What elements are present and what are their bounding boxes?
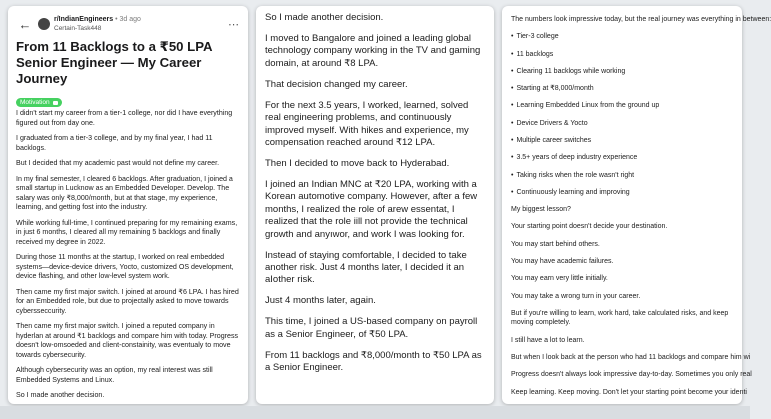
post-author[interactable]: Certain-Task448 [54,25,102,32]
post-header [16,13,240,35]
journey-intro: The numbers look impressive today, but the real journey was everything in between: [511,16,771,23]
post-body-part-2 [265,12,486,375]
list-item: • Tier-3 college [511,32,734,42]
more-options-icon[interactable]: ⋯ [228,18,240,31]
body-paragraph: That decision changed my career. [265,78,408,90]
body-paragraph: I didn't start my career from a tier-1 college, nor did I have everything figured out from day one. [16,109,233,127]
list-item: • Learning Embedded Linux from the ground up [511,101,734,111]
body-paragraph: I graduated from a tier-3 college, and by my final year, I had 11 backlogs. [16,134,213,152]
list-item: • 11 backlogs [511,50,734,60]
body-paragraph: Just 4 months later, again. [265,295,376,307]
body-paragraph: In my final semester, I cleared 6 backlogs. After graduation, I joined a small startup in Lucknow as an Embedded Developer. Develop. The salary was only ₹8,000/month, but at that stage, my experience, learning, and getting fost into the industry. [16,174,233,211]
body-paragraph: During those 11 months at the startup, I worked on real embedded systems—device-device drivers, Yocto, customized OS development, device flashing, and other low-level system work. [16,253,234,280]
body-paragraph: But I decided that my academic past would not define my career. [16,159,220,167]
post-body-part-1 [16,109,240,401]
list-item: • Continuously learning and improving [511,188,734,198]
closing-line: Keep learning. Keep moving. Don't let your starting point become your identi [511,388,747,396]
body-paragraph: So I made another decision. [16,391,105,399]
back-arrow-icon[interactable]: ← [18,16,32,32]
post-body-part-3 [511,15,771,397]
lesson-heading: My biggest lesson? [511,206,571,214]
body-paragraph: Then came my first major switch. I joined a reputed company in hyderlan at around ₹1 backlogs and compare him with today. Progress doesn't low-omsoeded and client-constainity, was eventualy to move towards cybersecurity. [16,322,239,359]
lesson-line: You may have academic failures. [511,257,614,265]
body-paragraph: So I made another decision. [265,12,384,23]
closing-line: I still have a lot to learn. [511,336,585,344]
lesson-line: Your starting point doesn't decide your destination. [511,223,668,231]
body-paragraph: For the next 3.5 years, I worked, learned, solved real engineering problems, and continuously improved myself. With hikes and experience, my compensation reached around ₹12 LPA. [265,99,469,149]
body-paragraph: Instead of staying comfortable, I decided to take another risk. Just 4 months later, I decided it an aIother risk. [265,249,467,286]
bottom-bar [0,406,750,419]
list-item: • Taking risks when the role wasn't right [511,171,734,181]
post-title: From 11 Backlogs to a ₹50 LPA Senior Engineer — My Career Journey [16,39,213,86]
lesson-line: But if you're willing to learn, work hard, take calculated risks, and keep moving completely. [511,309,729,327]
lesson-line: You may start behind others. [511,240,600,248]
body-paragraph: From 11 backlogs and ₹8,000/month to ₹50 LPA as a Senior Engineer. [265,349,482,374]
flair-emoji-icon [53,101,58,105]
body-paragraph: I joined an Indian MNC at ₹20 LPA, working with a Korean automotive company. However, after a few months, I realized the role of arew essentat, I realized that the role iill not provide the technical growth and anyıwor, and work I was looking for. [265,179,478,240]
post-age: 3d ago [119,16,141,23]
body-paragraph: Then I decided to move back to Hyderabad. [265,158,450,170]
subreddit-name[interactable]: r/IndianEngineers [54,16,114,23]
list-item: • Clearing 11 backlogs while working [511,67,734,77]
body-paragraph: While working full-time, I continued preparing for my remaining exams, in just 6 months, I cleared all my remaining 5 backlogs and finally received my degree in 2022. [16,218,238,246]
list-item: • Device Drivers & Yocto [511,119,734,129]
body-paragraph: Although cybersecurity was an option, my real interest was still Embedded Systems and Linux. [16,366,213,384]
body-paragraph: This time, I joined a US-based company on payroll as a Senior Engineer, of ₹50 LPA. [265,316,478,340]
list-item: • Starting at ₹8,000/month [511,84,734,94]
body-paragraph: I moved to Bangalore and joined a leading global technology company working in the TV and gaming domain, at around ₹8 LPA. [265,33,481,69]
journey-list [511,32,734,197]
post-panel-2 [256,6,494,404]
subreddit-avatar[interactable] [38,18,50,30]
lesson-line: You may take a wrong turn in your career. [511,292,641,300]
lesson-line: You may earn very little initially. [511,275,608,283]
closing-line: But when I look back at the person who had 11 backlogs and compare him wi [511,353,751,361]
post-panel-1 [8,6,248,404]
list-item: • Multiple career switches [511,136,734,146]
post-panel-3 [502,6,771,404]
list-item: • 3.5+ years of deep industry experience [511,153,734,163]
flair-label: Motivation [20,99,50,106]
body-paragraph: Then came my first major switch. I joined at around ₹6 LPA. I has hired for an Embedded role, but due to projectally asked to move towards cybersseccurity. [16,287,239,315]
post-flair[interactable] [16,98,62,107]
closing-line: Progress doesn't always look impressive day-to-day. Sometimes you only real [511,371,752,379]
post-meta: r/IndianEngineers • 3d ago Certain-Task448 [54,16,141,32]
